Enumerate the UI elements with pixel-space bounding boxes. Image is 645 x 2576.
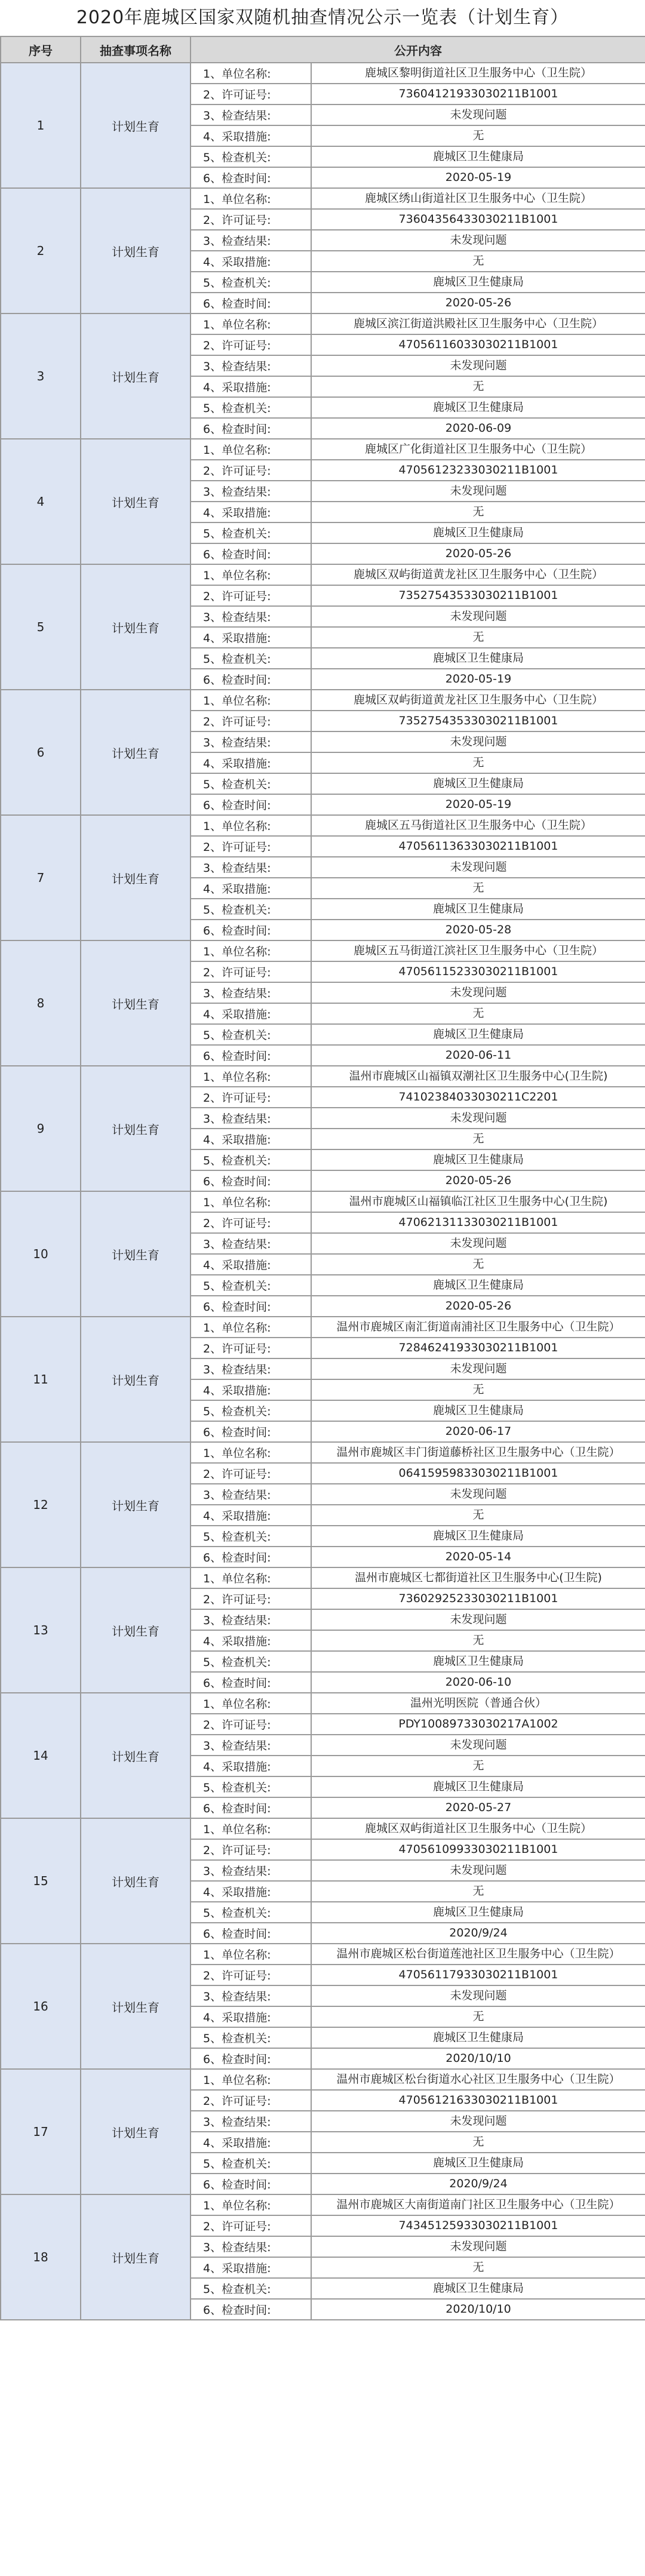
inspection-authority: 鹿城区卫生健康局 bbox=[311, 899, 645, 920]
field-label-inspection-result: 3、检查结果: bbox=[191, 355, 311, 376]
record-category: 计划生育 bbox=[81, 690, 191, 815]
table-row bbox=[1, 1442, 645, 1463]
measure-taken: 无 bbox=[311, 627, 645, 648]
unit-name: 鹿城区双屿街道黄龙社区卫生服务中心（卫生院） bbox=[311, 564, 645, 585]
record-category: 计划生育 bbox=[81, 1944, 191, 2069]
field-label-inspection-date: 6、检查时间: bbox=[191, 794, 311, 815]
license-number: 74102384033030211C2201 bbox=[311, 1087, 645, 1108]
inspection-date: 2020-05-26 bbox=[311, 1296, 645, 1317]
record-seq: 1 bbox=[1, 63, 81, 188]
field-label-license-number: 2、许可证号: bbox=[191, 1965, 311, 1985]
field-label-inspection-result: 3、检查结果: bbox=[191, 481, 311, 502]
record-category: 计划生育 bbox=[81, 63, 191, 188]
inspection-result: 未发现问题 bbox=[311, 230, 645, 251]
unit-name: 温州市鹿城区丰门街道藤桥社区卫生服务中心（卫生院） bbox=[311, 1442, 645, 1463]
inspection-result: 未发现问题 bbox=[311, 104, 645, 125]
inspection-result: 未发现问题 bbox=[311, 857, 645, 878]
field-label-license-number: 2、许可证号: bbox=[191, 2090, 311, 2111]
license-number: 47056109933030211B1001 bbox=[311, 1839, 645, 1860]
inspection-date: 2020/10/10 bbox=[311, 2299, 645, 2320]
record-seq: 16 bbox=[1, 1944, 81, 2069]
table-row bbox=[1, 1317, 645, 1338]
unit-name: 鹿城区黎明街道社区卫生服务中心（卫生院） bbox=[311, 63, 645, 84]
field-label-unit-name: 1、单位名称: bbox=[191, 1066, 311, 1087]
unit-name: 鹿城区绣山街道社区卫生服务中心（卫生院） bbox=[311, 188, 645, 209]
record-category: 计划生育 bbox=[81, 188, 191, 313]
field-label-inspection-authority: 5、检查机关: bbox=[191, 2278, 311, 2299]
record-seq: 18 bbox=[1, 2194, 81, 2320]
record-seq: 7 bbox=[1, 815, 81, 940]
field-label-inspection-date: 6、检查时间: bbox=[191, 2174, 311, 2194]
record-seq: 5 bbox=[1, 564, 81, 690]
inspection-result: 未发现问题 bbox=[311, 731, 645, 752]
table-row bbox=[1, 439, 645, 460]
inspection-result: 未发现问题 bbox=[311, 1358, 645, 1379]
inspection-authority: 鹿城区卫生健康局 bbox=[311, 146, 645, 167]
table-row bbox=[1, 564, 645, 585]
inspection-authority: 鹿城区卫生健康局 bbox=[311, 397, 645, 418]
license-number: 73527543533030211B1001 bbox=[311, 711, 645, 731]
field-label-license-number: 2、许可证号: bbox=[191, 1714, 311, 1735]
measure-taken: 无 bbox=[311, 1129, 645, 1149]
license-number: 47056117933030211B1001 bbox=[311, 1965, 645, 1985]
inspection-authority: 鹿城区卫生健康局 bbox=[311, 1902, 645, 1923]
inspection-result: 未发现问题 bbox=[311, 1735, 645, 1756]
table-row bbox=[1, 1567, 645, 1588]
measure-taken: 无 bbox=[311, 376, 645, 397]
inspection-date: 2020-05-26 bbox=[311, 293, 645, 313]
field-label-inspection-result: 3、检查结果: bbox=[191, 104, 311, 125]
inspection-authority: 鹿城区卫生健康局 bbox=[311, 2278, 645, 2299]
field-label-unit-name: 1、单位名称: bbox=[191, 1944, 311, 1965]
field-label-license-number: 2、许可证号: bbox=[191, 334, 311, 355]
table-row bbox=[1, 690, 645, 711]
inspection-authority: 鹿城区卫生健康局 bbox=[311, 1400, 645, 1421]
inspection-result: 未发现问题 bbox=[311, 982, 645, 1003]
field-label-unit-name: 1、单位名称: bbox=[191, 690, 311, 711]
license-number: 47056121633030211B1001 bbox=[311, 2090, 645, 2111]
unit-name: 温州光明医院（普通合伙） bbox=[311, 1693, 645, 1714]
inspection-date: 2020-05-26 bbox=[311, 543, 645, 564]
table-row bbox=[1, 1066, 645, 1087]
license-number: 06415959833030211B1001 bbox=[311, 1463, 645, 1484]
license-number: 73527543533030211B1001 bbox=[311, 585, 645, 606]
inspection-result: 未发现问题 bbox=[311, 1108, 645, 1129]
field-label-inspection-date: 6、检查时间: bbox=[191, 2048, 311, 2069]
field-label-measure-taken: 4、采取措施: bbox=[191, 1254, 311, 1275]
field-label-inspection-date: 6、检查时间: bbox=[191, 167, 311, 188]
field-label-inspection-date: 6、检查时间: bbox=[191, 1923, 311, 1944]
inspection-result: 未发现问题 bbox=[311, 1484, 645, 1505]
record-category: 计划生育 bbox=[81, 1818, 191, 1944]
field-label-license-number: 2、许可证号: bbox=[191, 585, 311, 606]
measure-taken: 无 bbox=[311, 1756, 645, 1776]
record-seq: 12 bbox=[1, 1442, 81, 1567]
header-seq: 序号 bbox=[1, 36, 81, 63]
record-category: 计划生育 bbox=[81, 1693, 191, 1818]
record-seq: 15 bbox=[1, 1818, 81, 1944]
field-label-unit-name: 1、单位名称: bbox=[191, 2069, 311, 2090]
field-label-inspection-authority: 5、检查机关: bbox=[191, 522, 311, 543]
field-label-inspection-authority: 5、检查机关: bbox=[191, 272, 311, 293]
field-label-unit-name: 1、单位名称: bbox=[191, 1442, 311, 1463]
field-label-unit-name: 1、单位名称: bbox=[191, 63, 311, 84]
license-number: 73602925233030211B1001 bbox=[311, 1588, 645, 1609]
record-seq: 10 bbox=[1, 1191, 81, 1317]
unit-name: 温州市鹿城区山福镇临江社区卫生服务中心(卫生院) bbox=[311, 1191, 645, 1212]
inspection-authority: 鹿城区卫生健康局 bbox=[311, 522, 645, 543]
field-label-license-number: 2、许可证号: bbox=[191, 1212, 311, 1233]
field-label-unit-name: 1、单位名称: bbox=[191, 1567, 311, 1588]
field-label-measure-taken: 4、采取措施: bbox=[191, 251, 311, 272]
record-category: 计划生育 bbox=[81, 1442, 191, 1567]
measure-taken: 无 bbox=[311, 1003, 645, 1024]
field-label-inspection-result: 3、检查结果: bbox=[191, 1860, 311, 1881]
inspection-date: 2020-06-17 bbox=[311, 1421, 645, 1442]
record-seq: 4 bbox=[1, 439, 81, 564]
record-category: 计划生育 bbox=[81, 1066, 191, 1191]
field-label-inspection-result: 3、检查结果: bbox=[191, 1985, 311, 2006]
field-label-inspection-date: 6、检查时间: bbox=[191, 1170, 311, 1191]
measure-taken: 无 bbox=[311, 1881, 645, 1902]
inspection-date: 2020/9/24 bbox=[311, 1923, 645, 1944]
field-label-license-number: 2、许可证号: bbox=[191, 1338, 311, 1358]
record-category: 计划生育 bbox=[81, 2194, 191, 2320]
field-label-measure-taken: 4、采取措施: bbox=[191, 752, 311, 773]
inspection-authority: 鹿城区卫生健康局 bbox=[311, 1526, 645, 1547]
table-row bbox=[1, 2069, 645, 2090]
unit-name: 鹿城区五马街道江滨社区卫生服务中心（卫生院） bbox=[311, 940, 645, 961]
measure-taken: 无 bbox=[311, 752, 645, 773]
field-label-license-number: 2、许可证号: bbox=[191, 84, 311, 104]
record-seq: 13 bbox=[1, 1567, 81, 1693]
field-label-license-number: 2、许可证号: bbox=[191, 1087, 311, 1108]
field-label-unit-name: 1、单位名称: bbox=[191, 1317, 311, 1338]
field-label-measure-taken: 4、采取措施: bbox=[191, 1505, 311, 1526]
measure-taken: 无 bbox=[311, 1505, 645, 1526]
inspection-authority: 鹿城区卫生健康局 bbox=[311, 2153, 645, 2174]
unit-name: 鹿城区五马街道社区卫生服务中心（卫生院） bbox=[311, 815, 645, 836]
license-number: 47056113633030211B1001 bbox=[311, 836, 645, 857]
field-label-inspection-authority: 5、检查机关: bbox=[191, 1902, 311, 1923]
field-label-inspection-date: 6、检查时间: bbox=[191, 669, 311, 690]
license-number: 47056116033030211B1001 bbox=[311, 334, 645, 355]
field-label-inspection-authority: 5、检查机关: bbox=[191, 146, 311, 167]
record-category: 计划生育 bbox=[81, 1317, 191, 1442]
record-seq: 8 bbox=[1, 940, 81, 1066]
inspection-result: 未发现问题 bbox=[311, 1860, 645, 1881]
table-body bbox=[1, 63, 645, 2320]
record-seq: 2 bbox=[1, 188, 81, 313]
inspection-result: 未发现问题 bbox=[311, 481, 645, 502]
unit-name: 温州市鹿城区山福镇双潮社区卫生服务中心(卫生院) bbox=[311, 1066, 645, 1087]
license-number: 47056115233030211B1001 bbox=[311, 961, 645, 982]
field-label-measure-taken: 4、采取措施: bbox=[191, 2257, 311, 2278]
inspection-date: 2020-05-19 bbox=[311, 669, 645, 690]
field-label-unit-name: 1、单位名称: bbox=[191, 439, 311, 460]
inspection-date: 2020-05-14 bbox=[311, 1547, 645, 1567]
inspection-result: 未发现问题 bbox=[311, 1985, 645, 2006]
unit-name: 温州市鹿城区大南街道南门社区卫生服务中心（卫生院） bbox=[311, 2194, 645, 2215]
field-label-inspection-date: 6、检查时间: bbox=[191, 2299, 311, 2320]
record-category: 计划生育 bbox=[81, 564, 191, 690]
inspection-result: 未发现问题 bbox=[311, 2111, 645, 2132]
measure-taken: 无 bbox=[311, 251, 645, 272]
field-label-unit-name: 1、单位名称: bbox=[191, 940, 311, 961]
field-label-unit-name: 1、单位名称: bbox=[191, 815, 311, 836]
inspection-authority: 鹿城区卫生健康局 bbox=[311, 648, 645, 669]
inspection-date: 2020/9/24 bbox=[311, 2174, 645, 2194]
inspection-authority: 鹿城区卫生健康局 bbox=[311, 2027, 645, 2048]
inspection-authority: 鹿城区卫生健康局 bbox=[311, 272, 645, 293]
unit-name: 温州市鹿城区七都街道社区卫生服务中心(卫生院) bbox=[311, 1567, 645, 1588]
unit-name: 鹿城区滨江街道洪殿社区卫生服务中心（卫生院） bbox=[311, 313, 645, 334]
field-label-license-number: 2、许可证号: bbox=[191, 1463, 311, 1484]
field-label-unit-name: 1、单位名称: bbox=[191, 564, 311, 585]
table-row bbox=[1, 1693, 645, 1714]
inspection-date: 2020-05-19 bbox=[311, 794, 645, 815]
record-seq: 6 bbox=[1, 690, 81, 815]
inspection-date: 2020-05-27 bbox=[311, 1797, 645, 1818]
record-category: 计划生育 bbox=[81, 313, 191, 439]
field-label-unit-name: 1、单位名称: bbox=[191, 188, 311, 209]
field-label-measure-taken: 4、采取措施: bbox=[191, 878, 311, 899]
field-label-inspection-result: 3、检查结果: bbox=[191, 982, 311, 1003]
field-label-measure-taken: 4、采取措施: bbox=[191, 1756, 311, 1776]
field-label-inspection-date: 6、检查时间: bbox=[191, 543, 311, 564]
table-row bbox=[1, 2194, 645, 2215]
field-label-inspection-date: 6、检查时间: bbox=[191, 1672, 311, 1693]
table-row bbox=[1, 940, 645, 961]
license-number: 73604121933030211B1001 bbox=[311, 84, 645, 104]
record-seq: 17 bbox=[1, 2069, 81, 2194]
measure-taken: 无 bbox=[311, 502, 645, 522]
field-label-measure-taken: 4、采取措施: bbox=[191, 1881, 311, 1902]
field-label-license-number: 2、许可证号: bbox=[191, 460, 311, 481]
license-number: 47062131133030211B1001 bbox=[311, 1212, 645, 1233]
record-category: 计划生育 bbox=[81, 1567, 191, 1693]
field-label-measure-taken: 4、采取措施: bbox=[191, 1003, 311, 1024]
field-label-unit-name: 1、单位名称: bbox=[191, 1191, 311, 1212]
field-label-inspection-authority: 5、检查机关: bbox=[191, 1776, 311, 1797]
inspection-result: 未发现问题 bbox=[311, 1233, 645, 1254]
field-label-inspection-date: 6、检查时间: bbox=[191, 1045, 311, 1066]
field-label-inspection-result: 3、检查结果: bbox=[191, 857, 311, 878]
license-number: 47056123233030211B1001 bbox=[311, 460, 645, 481]
inspection-date: 2020-06-09 bbox=[311, 418, 645, 439]
field-label-measure-taken: 4、采取措施: bbox=[191, 1630, 311, 1651]
field-label-measure-taken: 4、采取措施: bbox=[191, 2132, 311, 2153]
field-label-license-number: 2、许可证号: bbox=[191, 1839, 311, 1860]
table-row bbox=[1, 63, 645, 84]
field-label-measure-taken: 4、采取措施: bbox=[191, 502, 311, 522]
header-item: 抽查事项名称 bbox=[81, 36, 191, 63]
field-label-inspection-authority: 5、检查机关: bbox=[191, 2153, 311, 2174]
inspection-date: 2020/10/10 bbox=[311, 2048, 645, 2069]
table-row bbox=[1, 188, 645, 209]
field-label-inspection-result: 3、检查结果: bbox=[191, 230, 311, 251]
field-label-inspection-authority: 5、检查机关: bbox=[191, 1024, 311, 1045]
inspection-authority: 鹿城区卫生健康局 bbox=[311, 1024, 645, 1045]
inspection-date: 2020-06-10 bbox=[311, 1672, 645, 1693]
record-seq: 3 bbox=[1, 313, 81, 439]
field-label-inspection-result: 3、检查结果: bbox=[191, 731, 311, 752]
inspection-authority: 鹿城区卫生健康局 bbox=[311, 1275, 645, 1296]
field-label-unit-name: 1、单位名称: bbox=[191, 1818, 311, 1839]
field-label-inspection-authority: 5、检查机关: bbox=[191, 1400, 311, 1421]
inspection-result: 未发现问题 bbox=[311, 606, 645, 627]
field-label-inspection-date: 6、检查时间: bbox=[191, 1421, 311, 1442]
field-label-inspection-result: 3、检查结果: bbox=[191, 1484, 311, 1505]
field-label-license-number: 2、许可证号: bbox=[191, 961, 311, 982]
field-label-unit-name: 1、单位名称: bbox=[191, 313, 311, 334]
field-label-inspection-authority: 5、检查机关: bbox=[191, 1526, 311, 1547]
measure-taken: 无 bbox=[311, 2132, 645, 2153]
field-label-inspection-result: 3、检查结果: bbox=[191, 1358, 311, 1379]
license-number: 73604356433030211B1001 bbox=[311, 209, 645, 230]
inspection-authority: 鹿城区卫生健康局 bbox=[311, 773, 645, 794]
measure-taken: 无 bbox=[311, 1630, 645, 1651]
measure-taken: 无 bbox=[311, 1379, 645, 1400]
unit-name: 温州市鹿城区松台街道水心社区卫生服务中心（卫生院） bbox=[311, 2069, 645, 2090]
field-label-unit-name: 1、单位名称: bbox=[191, 1693, 311, 1714]
field-label-inspection-authority: 5、检查机关: bbox=[191, 2027, 311, 2048]
field-label-unit-name: 1、单位名称: bbox=[191, 2194, 311, 2215]
field-label-measure-taken: 4、采取措施: bbox=[191, 1379, 311, 1400]
field-label-inspection-date: 6、检查时间: bbox=[191, 1547, 311, 1567]
field-label-license-number: 2、许可证号: bbox=[191, 1588, 311, 1609]
field-label-inspection-authority: 5、检查机关: bbox=[191, 1275, 311, 1296]
unit-name: 鹿城区广化街道社区卫生服务中心（卫生院） bbox=[311, 439, 645, 460]
table-row bbox=[1, 815, 645, 836]
field-label-inspection-result: 3、检查结果: bbox=[191, 1735, 311, 1756]
field-label-inspection-authority: 5、检查机关: bbox=[191, 648, 311, 669]
field-label-inspection-date: 6、检查时间: bbox=[191, 1296, 311, 1317]
unit-name: 鹿城区双屿街道社区卫生服务中心（卫生院） bbox=[311, 1818, 645, 1839]
inspection-result: 未发现问题 bbox=[311, 1609, 645, 1630]
field-label-inspection-result: 3、检查结果: bbox=[191, 1233, 311, 1254]
measure-taken: 无 bbox=[311, 125, 645, 146]
table-row bbox=[1, 313, 645, 334]
record-category: 计划生育 bbox=[81, 815, 191, 940]
field-label-inspection-date: 6、检查时间: bbox=[191, 1797, 311, 1818]
license-number: 72846241933030211B1001 bbox=[311, 1338, 645, 1358]
field-label-inspection-result: 3、检查结果: bbox=[191, 1108, 311, 1129]
field-label-inspection-authority: 5、检查机关: bbox=[191, 773, 311, 794]
record-category: 计划生育 bbox=[81, 1191, 191, 1317]
inspection-result: 未发现问题 bbox=[311, 355, 645, 376]
field-label-inspection-result: 3、检查结果: bbox=[191, 1609, 311, 1630]
inspection-result: 未发现问题 bbox=[311, 2236, 645, 2257]
field-label-license-number: 2、许可证号: bbox=[191, 836, 311, 857]
field-label-measure-taken: 4、采取措施: bbox=[191, 125, 311, 146]
measure-taken: 无 bbox=[311, 2006, 645, 2027]
table-row bbox=[1, 1944, 645, 1965]
unit-name: 温州市鹿城区松台街道莲池社区卫生服务中心（卫生院） bbox=[311, 1944, 645, 1965]
table-row bbox=[1, 1191, 645, 1212]
field-label-measure-taken: 4、采取措施: bbox=[191, 1129, 311, 1149]
inspection-table bbox=[0, 36, 645, 2320]
field-label-inspection-result: 3、检查结果: bbox=[191, 2111, 311, 2132]
inspection-authority: 鹿城区卫生健康局 bbox=[311, 1651, 645, 1672]
field-label-inspection-result: 3、检查结果: bbox=[191, 2236, 311, 2257]
record-category: 计划生育 bbox=[81, 439, 191, 564]
field-label-measure-taken: 4、采取措施: bbox=[191, 627, 311, 648]
header-row bbox=[1, 36, 645, 63]
license-number: PDY10089733030217A1002 bbox=[311, 1714, 645, 1735]
record-category: 计划生育 bbox=[81, 2069, 191, 2194]
license-number: 74345125933030211B1001 bbox=[311, 2215, 645, 2236]
field-label-inspection-authority: 5、检查机关: bbox=[191, 899, 311, 920]
field-label-inspection-authority: 5、检查机关: bbox=[191, 1149, 311, 1170]
field-label-measure-taken: 4、采取措施: bbox=[191, 376, 311, 397]
field-label-inspection-authority: 5、检查机关: bbox=[191, 1651, 311, 1672]
field-label-inspection-date: 6、检查时间: bbox=[191, 293, 311, 313]
record-seq: 11 bbox=[1, 1317, 81, 1442]
record-category: 计划生育 bbox=[81, 940, 191, 1066]
inspection-date: 2020-05-26 bbox=[311, 1170, 645, 1191]
unit-name: 温州市鹿城区南汇街道南浦社区卫生服务中心（卫生院） bbox=[311, 1317, 645, 1338]
field-label-inspection-result: 3、检查结果: bbox=[191, 606, 311, 627]
inspection-date: 2020-05-28 bbox=[311, 920, 645, 940]
field-label-license-number: 2、许可证号: bbox=[191, 209, 311, 230]
measure-taken: 无 bbox=[311, 1254, 645, 1275]
field-label-license-number: 2、许可证号: bbox=[191, 711, 311, 731]
inspection-authority: 鹿城区卫生健康局 bbox=[311, 1776, 645, 1797]
inspection-date: 2020-06-11 bbox=[311, 1045, 645, 1066]
header-content: 公开内容 bbox=[191, 36, 645, 63]
inspection-authority: 鹿城区卫生健康局 bbox=[311, 1149, 645, 1170]
record-seq: 9 bbox=[1, 1066, 81, 1191]
page-title: 2020年鹿城区国家双随机抽查情况公示一览表（计划生育） bbox=[76, 7, 569, 28]
field-label-inspection-date: 6、检查时间: bbox=[191, 418, 311, 439]
measure-taken: 无 bbox=[311, 2257, 645, 2278]
table-row bbox=[1, 1818, 645, 1839]
unit-name: 鹿城区双屿街道黄龙社区卫生服务中心（卫生院） bbox=[311, 690, 645, 711]
field-label-inspection-date: 6、检查时间: bbox=[191, 920, 311, 940]
field-label-license-number: 2、许可证号: bbox=[191, 2215, 311, 2236]
inspection-date: 2020-05-19 bbox=[311, 167, 645, 188]
field-label-measure-taken: 4、采取措施: bbox=[191, 2006, 311, 2027]
measure-taken: 无 bbox=[311, 878, 645, 899]
record-seq: 14 bbox=[1, 1693, 81, 1818]
field-label-inspection-authority: 5、检查机关: bbox=[191, 397, 311, 418]
